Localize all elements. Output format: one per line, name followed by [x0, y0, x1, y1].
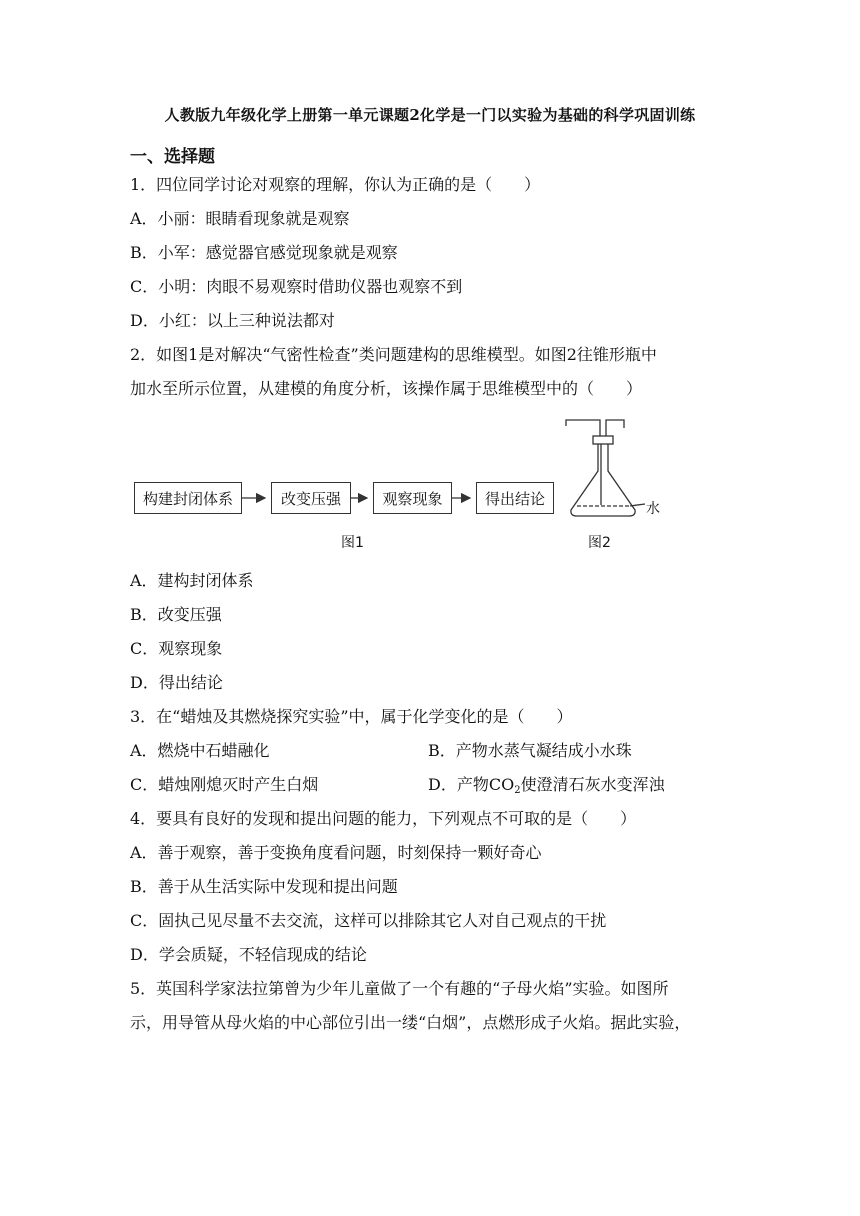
q1-option-a: A．小丽：眼睛看现象就是观察 — [130, 209, 350, 228]
flow-box-3: 观察现象 — [373, 482, 452, 514]
q1-option-b: B．小军：感觉器官感觉现象就是观察 — [130, 243, 398, 262]
flow-box-4: 得出结论 — [476, 482, 554, 514]
q4-option-c: C．固执己见尽量不去交流，这样可以排除其它人对自己观点的干扰 — [130, 911, 607, 930]
q2-option-b: B．改变压强 — [130, 605, 222, 624]
flow-box-1: 构建封闭体系 — [134, 482, 242, 514]
section-heading: 一、选择题 — [130, 147, 215, 167]
co2-subscript: 2 — [514, 785, 521, 796]
q3-option-d — [428, 775, 665, 801]
document-title: 人教版九年级化学上册第一单元课题2化学是一门以实验为基础的科学巩固训练 — [164, 106, 696, 124]
q2-option-c: C．观察现象 — [130, 639, 223, 658]
q2-stem-line2: 加水至所示位置，从建模的角度分析，该操作属于思维模型中的（ ） — [130, 379, 643, 398]
flask-icon — [566, 420, 645, 516]
q2-stem-line1: 2．如图1是对解决“气密性检查”类问题建构的思维模型。如图2往锥形瓶中 — [130, 345, 657, 364]
q3-option-b: B．产物水蒸气凝结成小水珠 — [428, 741, 632, 760]
q4-option-d: D．学会质疑，不轻信现成的结论 — [130, 945, 367, 964]
q3-option-c: C．蜡烛刚熄灭时产生白烟 — [130, 775, 319, 794]
q2-option-d: D．得出结论 — [130, 673, 223, 692]
q3-option-d-prefix: D．产物 — [428, 775, 489, 794]
q1-stem: 1．四位同学讨论对观察的理解，你认为正确的是（ ） — [130, 175, 541, 194]
q3-option-a: A．燃烧中石蜡融化 — [130, 741, 270, 760]
q2-figure — [130, 410, 730, 560]
q2-option-a: A．建构封闭体系 — [130, 571, 254, 590]
figure-1-caption: 图1 — [341, 535, 364, 551]
q1-option-c: C．小明：肉眼不易观察时借助仪器也观察不到 — [130, 277, 463, 296]
water-label: 水 — [646, 501, 660, 517]
q4-option-b: B．善于从生活实际中发现和提出问题 — [130, 877, 398, 896]
q3-stem: 3．在“蜡烛及其燃烧探究实验”中，属于化学变化的是（ ） — [130, 707, 573, 726]
q3-option-d-suffix: 使澄清石灰水变浑浊 — [520, 775, 665, 794]
q4-stem: 4．要具有良好的发现和提出问题的能力，下列观点不可取的是（ ） — [130, 809, 637, 828]
q5-line2: 示，用导管从母火焰的中心部位引出一缕“白烟”，点燃形成子火焰。据此实验， — [130, 1013, 691, 1032]
q1-option-d: D．小红：以上三种说法都对 — [130, 311, 335, 330]
q4-option-a: A．善于观察，善于变换角度看问题，时刻保持一颗好奇心 — [130, 843, 542, 862]
flow-box-2: 改变压强 — [271, 482, 351, 514]
co2-formula: CO — [488, 775, 515, 794]
figure-2-caption: 图2 — [588, 535, 611, 551]
q5-line1: 5．英国科学家法拉第曾为少年儿童做了一个有趣的“子母火焰”实验。如图所 — [130, 979, 669, 998]
